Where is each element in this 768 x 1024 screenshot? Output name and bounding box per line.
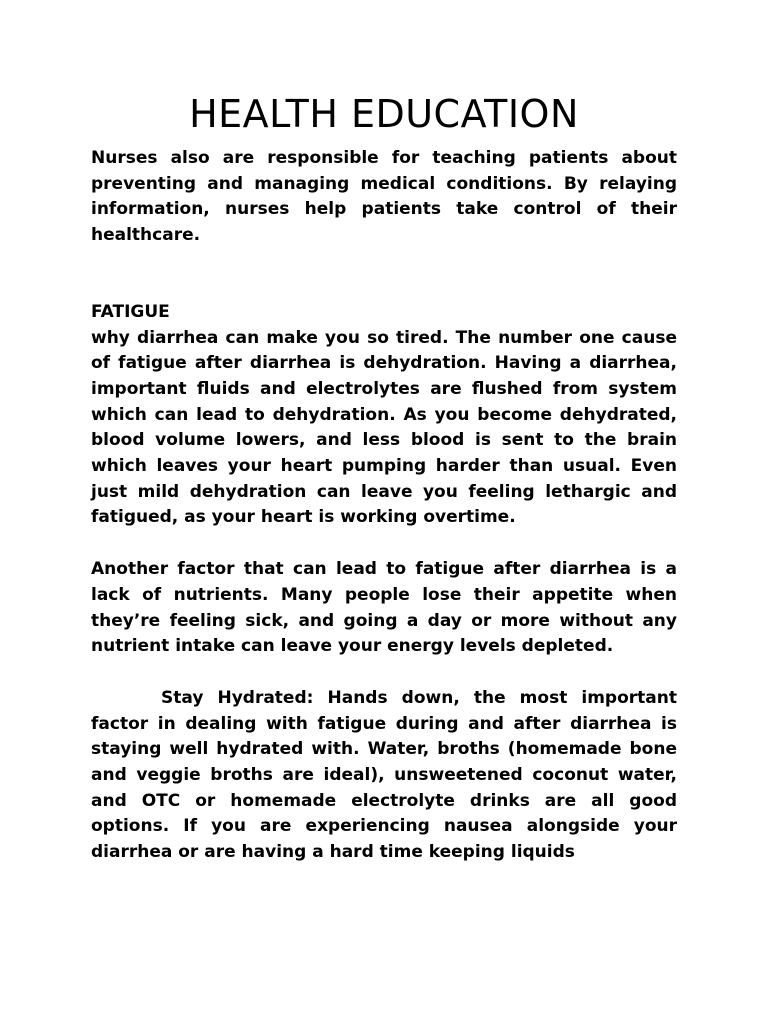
section-heading-fatigue: FATIGUE — [91, 301, 170, 322]
fatigue-paragraph-nutrients: Another factor that can lead to fatigue after diarrhea is a lack of nutrients. Many people lose their appetite when they’re feeling sick, and going a day or more without any nutrient intake can leave your energy levels depleted. — [91, 559, 677, 657]
intro-paragraph: Nurses also are responsible for teaching patients about preventing and managing medical conditions. By relaying information, nurses help patients take control of their healthcare. — [91, 148, 677, 246]
fatigue-paragraph-dehydration: why diarrhea can make you so tired. The number one cause of fatigue after diarrhea is dehydration. Having a diarrhea, important fluids and electrolytes are flushed from system which can lead to dehydration. As you become dehydrated, blood volume lowers, and less blood is sent to the brain which leaves your heart pumping harder than usual. Even just mild dehydration can leave you feeling lethargic and fatigued, as your heart is working overtime. — [91, 327, 677, 528]
spacer — [91, 531, 677, 557]
spacer — [91, 249, 677, 300]
spacer — [91, 660, 677, 686]
fatigue-paragraph-hydration: Stay Hydrated: Hands down, the most important factor in dealing with fatigue during and after diarrhea is staying well hydrated with. Water, broths (homemade bone and veggie broths are ideal), unsweetened coconut water, and OTC or homemade electrolyte drinks are all good options. If you are experiencing nausea alongside your diarrhea or are having a hard time keeping liquids — [91, 687, 677, 863]
document-title: HEALTH EDUCATION — [189, 92, 579, 136]
document-page — [91, 92, 677, 866]
